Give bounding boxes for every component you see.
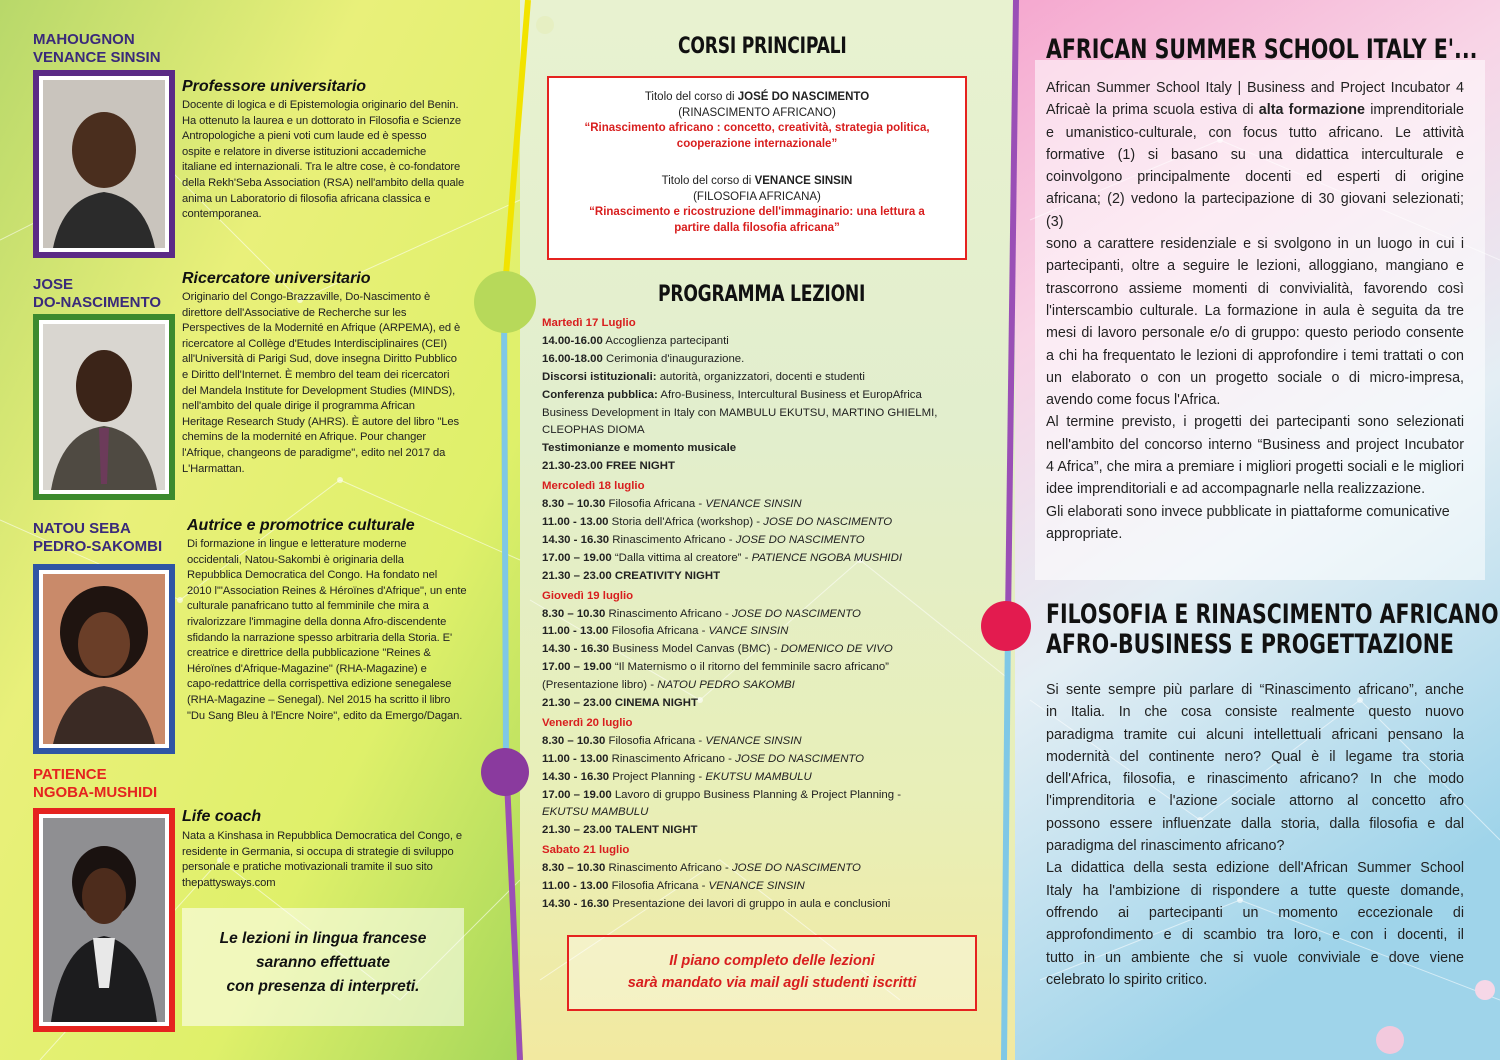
paragraph-line: appropriate.: [1046, 525, 1123, 542]
program-heading: PROGRAMMA LEZIONI: [658, 282, 866, 307]
schedule-line: 14.30 - 16.30 Project Planning - EKUTSU MAMBULU: [542, 770, 812, 783]
person-bio: Docente di logica e di Epistemologia originario del Benin. Ha ottenuto la laurea e un dottorato in Filosofia e Scienze Antropologiche a pieni voti cum laude ed è spesso ospite e relatore in diverse istituzioni accademiche italiane ed internazionali. Tra le altre cose, è co-fondatore della Rekh'Seba Association (RSA) nell'ambito della quale anima un Laboratorio di filosofia africana classica e contemporanea.: [182, 99, 465, 221]
paragraph-line: in Italia. In che cosa consiste realmente questo nuovo: [1046, 704, 1464, 721]
schedule-line: 14.30 - 16.30 Business Model Canvas (BMC) - DOMENICO DE VIVO: [542, 643, 893, 656]
person-photo: [33, 70, 175, 258]
paragraph-line: Africaè la prima scuola estiva di alta formazione imprenditoriale: [1046, 102, 1464, 119]
day-heading: Venerdì 20 luglio: [542, 716, 633, 729]
schedule-line: 14.00-16.00 Accoglienza partecipanti: [542, 334, 729, 347]
course-2: Titolo del corso di VENANCE SINSIN (FILOSOFIA AFRICANA) “Rinascimento e ricostruzione dell'immaginario: una lettura a partire dalla filosofia africana”: [589, 175, 925, 234]
person-bio: Nata a Kinshasa in Repubblica Democratica del Congo, e residente in Germania, si occupa di strategie di sviluppo personale e pratiche motivazionali tramite il suo sito thepattysways.com: [182, 830, 463, 889]
schedule-line: 11.00 - 13.00 Filosofia Africana - VANCE SINSIN: [542, 625, 789, 638]
schedule-line: 14.30 - 16.30 Rinascimento Africano - JOSE DO NASCIMENTO: [542, 533, 865, 546]
day-heading: Martedì 17 Luglio: [542, 317, 636, 329]
person-role: Professore universitario: [182, 78, 367, 95]
paragraph-line: 4 Africa”, che mira a premiare i migliori progetti sociali e le migliori: [1046, 459, 1464, 476]
person-role: Autrice e promotrice culturale: [187, 517, 415, 534]
portrait-icon: [43, 80, 165, 248]
person-role: Life coach: [182, 808, 262, 825]
schedule-line: 11.00 - 13.00 Storia dell'Africa (workshop) - JOSE DO NASCIMENTO: [542, 515, 893, 528]
schedule-line: Testimonianze e momento musicale: [542, 442, 737, 455]
paragraph-line: Italy ha l'ambizione di rispondere a tutte queste domande,: [1046, 882, 1464, 899]
paragraph-line: offrendo ai partecipanti un momento eccezionale di: [1046, 904, 1464, 921]
paragraph-line: tutto in un ambiente che si vuole conviviale e dove viene: [1046, 949, 1464, 966]
portrait-icon: [43, 574, 165, 744]
schedule-line: 8.30 – 10.30 Rinascimento Africano - JOSE DO NASCIMENTO: [542, 862, 861, 875]
paragraph-line: trascorrono assieme momenti di convivialità, favorendo così: [1046, 280, 1464, 297]
portrait-icon: [43, 818, 165, 1022]
paragraph-line: avendo come focus l'Africa.: [1046, 392, 1221, 409]
day-heading: Giovedì 19 luglio: [542, 589, 634, 602]
schedule-line: 8.30 – 10.30 Rinascimento Africano - JOSE DO NASCIMENTO: [542, 607, 861, 620]
paragraph-line: paradigma tramite cui alcuni intellettuali africani pensano la: [1046, 726, 1464, 743]
philosophy-text: [1046, 679, 1464, 991]
schedule-line: 16.00-18.00 Cerimonia d'inaugurazione.: [542, 352, 745, 365]
schedule-line: 11.00 - 13.00 Filosofia Africana - VENANCE SINSIN: [542, 880, 805, 893]
person-bio: Di formazione in lingue e letterature moderne occidentali, Natou-Sakombi è originaria della Repubblica Democratica del Congo. Ha fondato nel 2010 l'"Association Reines & Héroïnes d'Afrique", un ente culturale panafricano tutto al femminile che mira a rivalorizzare l'immagine della donna Afro-discendente sfidando la narrazione spesso arbitraria della Storia. E' creatrice e direttrice della pubblicazione "Reines & Héroïnes d'Afrique-Magazine" (RHA-Magazine) e capo-redattrice della corrispettiva edizione senegalese (RHA-Magazine – Senegal). Nel 2015 ha scritto il libro "Du Sang Bleu à l'Encre Noire", edito da Emergo/Dagan.: [187, 538, 467, 722]
person-role: Ricercatore universitario: [182, 270, 371, 287]
paragraph-line: celebrato lo spirito critico.: [1046, 971, 1208, 988]
schedule-line: (Presentazione libro) - NATOU PEDRO SAKOMBI: [542, 679, 795, 692]
person-name: PATIENCE NGOBA-MUSHIDI: [33, 766, 158, 801]
paragraph-line: approfondimento e di scambio tra loro, e con i docenti, il: [1046, 927, 1464, 944]
paragraph-line: sono a carattere residenziale e si svolgono in un luogo in cui i: [1046, 236, 1464, 253]
schedule-line: 21.30-23.00 FREE NIGHT: [542, 460, 675, 473]
language-note: Le lezioni in lingua francese saranno effettuate con presenza di interpreti.: [219, 930, 427, 995]
day-heading: Sabato 21 luglio: [542, 844, 630, 857]
portrait-icon: [43, 324, 165, 490]
schedule-line: 21.30 – 23.00 TALENT NIGHT: [542, 824, 698, 837]
schedule-line: 21.30 – 23.00 CINEMA NIGHT: [542, 697, 698, 710]
paragraph-line: mesi di lavoro personale e/o di gruppo: questo periodo consente: [1046, 325, 1464, 342]
paragraph-line: Si sente sempre più parlare di “Rinascimento africano”, anche: [1046, 682, 1464, 698]
paragraph-line: a chi ha frequentato le lezioni di approfondire i temi trattati o con: [1046, 347, 1464, 364]
schedule-line: CLEOPHAS DIOMA: [542, 424, 645, 437]
paragraph-line: modernità del continente nero? Qual è il legame tra storia: [1046, 748, 1464, 765]
person-photo: [33, 314, 175, 500]
paragraph-line: African Summer School Italy | Business and Project Incubator 4: [1046, 80, 1464, 96]
person-photo: [33, 808, 175, 1032]
courses-box: [547, 76, 967, 260]
paragraph-line: Gli elaborati sono invece pubblicate in piattaforme comunicative: [1046, 503, 1450, 520]
schedule-line: 14.30 - 16.30 Presentazione dei lavori di gruppo in aula e conclusioni: [542, 898, 891, 910]
paragraph-line: l'interscambio culturale. La formazione in aula è seguita da tre: [1046, 302, 1464, 319]
paragraph-line: possono essere influenzate dalla storia, dalla filosofia e dal: [1046, 815, 1464, 832]
paragraph-line: partecipanti, oltre a seguire le lezioni, alloggiano, mangiano e: [1046, 258, 1464, 275]
paragraph-line: idee imprenditoriali e ad accompagnarle nella realizzazione.: [1046, 481, 1426, 498]
day-heading: Mercoledì 18 luglio: [542, 480, 645, 493]
paragraph-line: formative (1) si basano su una didattica interculturale e: [1046, 146, 1464, 163]
person-bio: Originario del Congo-Brazzaville, Do-Nascimento è direttore dell'Associative de Recherche sur les Perspectives de la Modernité en Afrique (ARPEMA), ed è ricercatore al Collège d'Etudes Interdisciplinaires (CEI) all'Università di Parigi Sud, dove insegna Diritto Pubblico e Diritto dell'Internet. È membro del team dei ricercatori del Mandela Institute for Development Studies (MINDS), nell'ambito del quale dirige il programma African Heritage Research Study (AHRS). È autore del libro "Les chemins de la modernité en Afrique. Pour changer l'Afrique, changeons de paradigme", edito nel 2017 da L'Harmattan.: [182, 291, 461, 475]
paragraph-line: l'imprenditoria e l'azione sociale attorno al concetto afro: [1046, 793, 1464, 810]
program-schedule: [542, 315, 937, 914]
schedule-line: 8.30 – 10.30 Filosofia Africana - VENANCE SINSIN: [542, 498, 802, 511]
paragraph-line: La didattica della sesta edizione dell'African Summer School: [1046, 860, 1464, 877]
schedule-line: 8.30 – 10.30 Filosofia Africana - VENANCE SINSIN: [542, 734, 802, 747]
paragraph-line: un elaborato o con un progetto sociale o di micro-impresa,: [1046, 369, 1464, 386]
plan-note-box: [567, 935, 977, 1011]
schedule-line: 17.00 – 19.00 “Dalla vittima al creatore” - PATIENCE NGOBA MUSHIDI: [542, 551, 902, 564]
paragraph-line: e umanistico-culturale, con focus tutto africano. Le attività: [1046, 124, 1464, 141]
paragraph-line: nell'ambito del concorso interno “Business and project Incubator: [1046, 436, 1464, 453]
about-heading: AFRICAN SUMMER SCHOOL ITALY E'...: [1046, 34, 1478, 65]
schedule-line: 11.00 - 13.00 Rinascimento Africano - JOSE DO NASCIMENTO: [542, 752, 865, 765]
schedule-line: EKUTSU MAMBULU: [542, 806, 649, 819]
paragraph-line: africana; (2) vedono la partecipazione di 30 giovani selezionati; (3): [1046, 191, 1464, 230]
person-name: MAHOUGNON VENANCE SINSIN: [33, 31, 161, 66]
paragraph-line: Al termine previsto, i progetti dei partecipanti sono selezionati: [1046, 414, 1464, 431]
philosophy-heading: FILOSOFIA E RINASCIMENTO AFRICANO AFRO-BUSINESS E PROGETTAZIONE: [1046, 599, 1499, 660]
person-name: JOSE DO-NASCIMENTO: [33, 276, 162, 311]
paragraph-line: dell'Africa, filosofia, e rinascimento africano? In che modo: [1046, 771, 1464, 788]
course-1: Titolo del corso di JOSÉ DO NASCIMENTO (RINASCIMENTO AFRICANO) “Rinascimento africano : concetto, creatività, strategia politica, cooperazione internazionale”: [584, 91, 930, 150]
schedule-line: Conferenza pubblica: Afro-Business, Intercultural Business et EuropAfrica: [542, 388, 922, 401]
person-name: NATOU SEBA PEDRO-SAKOMBI: [33, 520, 163, 555]
paragraph-line: coinvolgono principalmente docenti ed esperti di origine: [1046, 169, 1464, 186]
about-text: [1046, 77, 1464, 545]
plan-note: Il piano completo delle lezioni sarà mandato via mail agli studenti iscritti: [627, 953, 917, 991]
schedule-line: 17.00 – 19.00 “Il Maternismo o il ritorno del femminile sacro africano”: [542, 661, 889, 674]
person-photo: [33, 564, 175, 754]
paragraph-line: paradigma del rinascimento africano?: [1046, 838, 1285, 855]
schedule-line: Discorsi istituzionali: autorità, organizzatori, docenti e studenti: [542, 370, 865, 383]
schedule-line: 21.30 – 23.00 CREATIVITY NIGHT: [542, 569, 721, 582]
schedule-line: 17.00 – 19.00 Lavoro di gruppo Business Planning & Project Planning -: [542, 788, 902, 801]
courses-heading: CORSI PRINCIPALI: [678, 34, 847, 59]
schedule-line: Business Development in Italy con MAMBULU EKUTSU, MARTINO GHIELMI,: [542, 406, 938, 419]
